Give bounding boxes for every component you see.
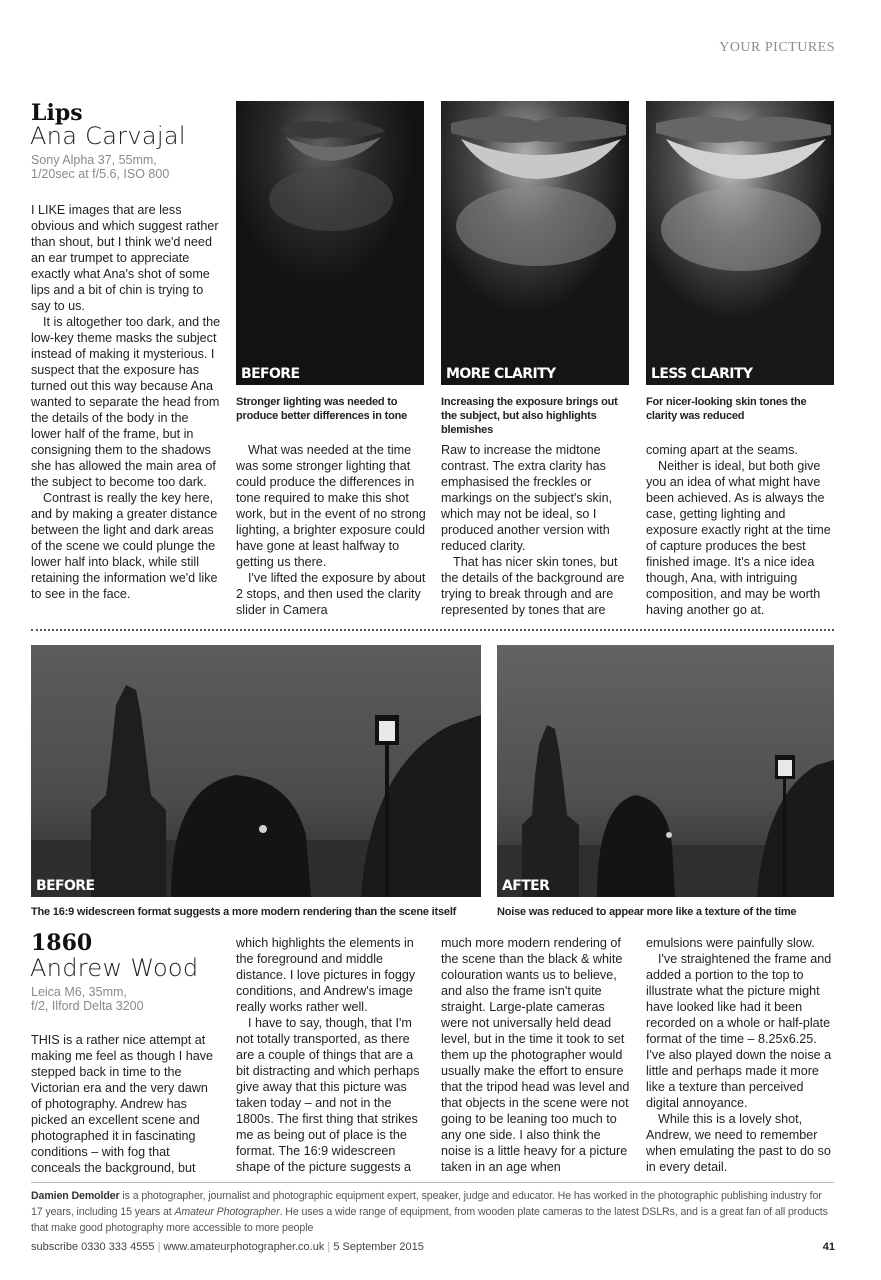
fog-before-caption: The 16:9 widescreen format suggests a more modern rendering than the scene itself <box>31 906 457 918</box>
article1-column-3 <box>441 442 631 618</box>
fog-after-caption: Noise was reduced to appear more like a texture of the time <box>497 906 797 918</box>
article1-column-4 <box>646 442 836 618</box>
paragraph: I've lifted the exposure by about 2 stops, and then used the clarity slider in Camera <box>236 571 426 617</box>
lips-before-photo <box>236 101 424 385</box>
paragraph: That has nicer skin tones, but the details of the background are trying to break through and are represented by tones that are <box>441 555 625 617</box>
footer-separator: | <box>157 1241 161 1253</box>
lips-more-clarity-image <box>441 101 629 385</box>
footer-subscribe: subscribe 0330 333 4555 <box>31 1241 155 1253</box>
page-number: 41 <box>822 1241 835 1253</box>
article1-author: Ana Carvajal <box>30 122 186 150</box>
section-divider <box>31 629 834 631</box>
paragraph: What was needed at the time was some stronger lighting that could produce the differences in tone required to make this shot work, but in the event of no strong lighting, a brighter exposure could have gone at least halfway to getting us there. <box>236 443 426 569</box>
fog-before-photo <box>31 645 481 897</box>
footer-separator: | <box>327 1241 331 1253</box>
article2-meta <box>31 985 144 1013</box>
lips-less-clarity-tag: LESS CLARITY <box>651 366 753 382</box>
lips-before-image <box>236 101 424 385</box>
lips-less-clarity-image <box>646 101 834 385</box>
fog-after-photo <box>497 645 834 897</box>
article1-meta-line2: 1/20sec at f/5.6, ISO 800 <box>31 167 170 181</box>
article1-meta-line1: Sony Alpha 37, 55mm, <box>31 153 157 167</box>
footer <box>31 1241 424 1253</box>
lips-less-clarity-photo <box>646 101 834 385</box>
lips-more-clarity-tag: MORE CLARITY <box>446 366 556 382</box>
article2-title: 1860 <box>31 930 93 956</box>
article1-meta <box>31 153 169 181</box>
bio-publication: Amateur Photographer <box>174 1206 280 1218</box>
footer-date: 5 September 2015 <box>333 1241 424 1253</box>
article2-column-2 <box>236 935 426 1175</box>
article2-column-4 <box>646 935 836 1175</box>
lips-less-clarity-caption: For nicer-looking skin tones the clarity was reduced <box>646 396 807 422</box>
paragraph: I have to say, though, that I'm not totally transported, as there are a couple of things that are a bit distracting and which perhaps give away that this picture was taken today – and not in the 1800s. The first thing that strikes me as being out of place is the format. The 16:9 widescreen shape of the picture suggests a <box>236 1016 420 1174</box>
paragraph: I've straightened the frame and added a portion to the top to illustrate what the picture might have looked like had it been recorded on a whole or half-plate format of the time – 8.25x6.25. I've also played down the noise a little and perhaps made it more like a texture than perceived digital annoyance. <box>646 952 832 1110</box>
paragraph: It is altogether too dark, and the low-key theme masks the subject instead of making it mysterious. I suspect that the exposure has turned out this way because Ana wanted to separate the head from the details of the body in the lower half of the frame, but in consigning them to the shadows she has allowed the main area of the subject to become too dark. <box>31 315 221 489</box>
lips-more-clarity-caption: Increasing the exposure brings out the subject, but also highlights blemishes <box>441 396 618 436</box>
paragraph: which highlights the elements in the foreground and middle distance. I love pictures in foggy conditions, and Andrew's image really works rather well. <box>236 936 416 1014</box>
fog-before-image <box>31 645 481 897</box>
article1-column-1 <box>31 202 221 602</box>
bio-text-1: is a photographer, journalist and photographic equipment expert, speaker, judge and educator. He has worked in the photographic publishing industry for 17 years, including 15 years at <box>31 1190 822 1218</box>
paragraph: THIS is a rather nice attempt at making me feel as though I have stepped back in time to the Victorian era and the very dawn of photography. Andrew has picked an excellent scene and photographed it in fascinating conditions – with fog that conceals the background, but <box>31 1033 214 1175</box>
paragraph: Contrast is really the key here, and by making a greater distance between the light and dark areas of the scene we could plunge the lower half into black, while still retaining the information we'd like to see in the face. <box>31 491 218 601</box>
article2-column-3 <box>441 935 631 1175</box>
article1-title: Lips <box>31 100 83 126</box>
paragraph: emulsions were painfully slow. <box>646 936 815 950</box>
lips-before-tag: BEFORE <box>241 366 300 382</box>
footer-website[interactable]: www.amateurphotographer.co.uk <box>163 1241 325 1253</box>
paragraph: coming apart at the seams. <box>646 443 798 457</box>
fog-after-tag: AFTER <box>502 878 550 894</box>
article2-author: Andrew Wood <box>30 954 199 982</box>
paragraph: much more modern rendering of the scene than the black & white colouration wants us to believe, and also the frame isn't quite straight. Large-plate cameras were not universally held dead level, but in the time it took to set them up the photographer would usually make the effort to ensure that the tripod head was level and that objects in the scene were not going to be leaning too much to any one side. I also think the noise is a little heavy for a picture taken in an age when <box>441 936 630 1174</box>
fog-after-image <box>497 645 834 897</box>
fog-before-tag: BEFORE <box>36 878 95 894</box>
paragraph: Raw to increase the midtone contrast. The extra clarity has emphasised the freckles or markings on the subject's skin, which may not be ideal, so I produced another version with reduced clarity. <box>441 443 613 553</box>
article1-column-2 <box>236 442 426 618</box>
author-bio <box>31 1188 836 1236</box>
bio-text-2: . He uses a wide range of equipment, from wooden plate cameras to the latest DSLRs, and is a great fan of all products that make good photography more accessible to more people <box>31 1206 828 1234</box>
paragraph: Neither is ideal, but both give you an idea of what might have been achieved. As is always the case, getting lighting and exposure exactly right at the time of capture produces the best finished image. It's a nice idea though, Ana, with intriguing composition, and may be worth having another go at. <box>646 459 831 617</box>
article2-meta-line2: f/2, Ilford Delta 3200 <box>31 999 144 1013</box>
section-label: YOUR PICTURES <box>719 40 835 55</box>
article2-column-1 <box>31 1032 221 1176</box>
paragraph: I LIKE images that are less obvious and which suggest rather than shout, but I think we'd need an ear trumpet to appreciate exactly what Ana's shot of some lips and a bit of chin is trying to say to us. <box>31 203 219 313</box>
bio-divider <box>31 1182 834 1183</box>
paragraph: While this is a lovely shot, Andrew, we need to remember when emulating the past to do so in every detail. <box>646 1112 831 1174</box>
bio-name: Damien Demolder <box>31 1190 120 1202</box>
lips-before-caption: Stronger lighting was needed to produce better differences in tone <box>236 396 408 422</box>
lips-more-clarity-photo <box>441 101 629 385</box>
article2-meta-line1: Leica M6, 35mm, <box>31 985 127 999</box>
